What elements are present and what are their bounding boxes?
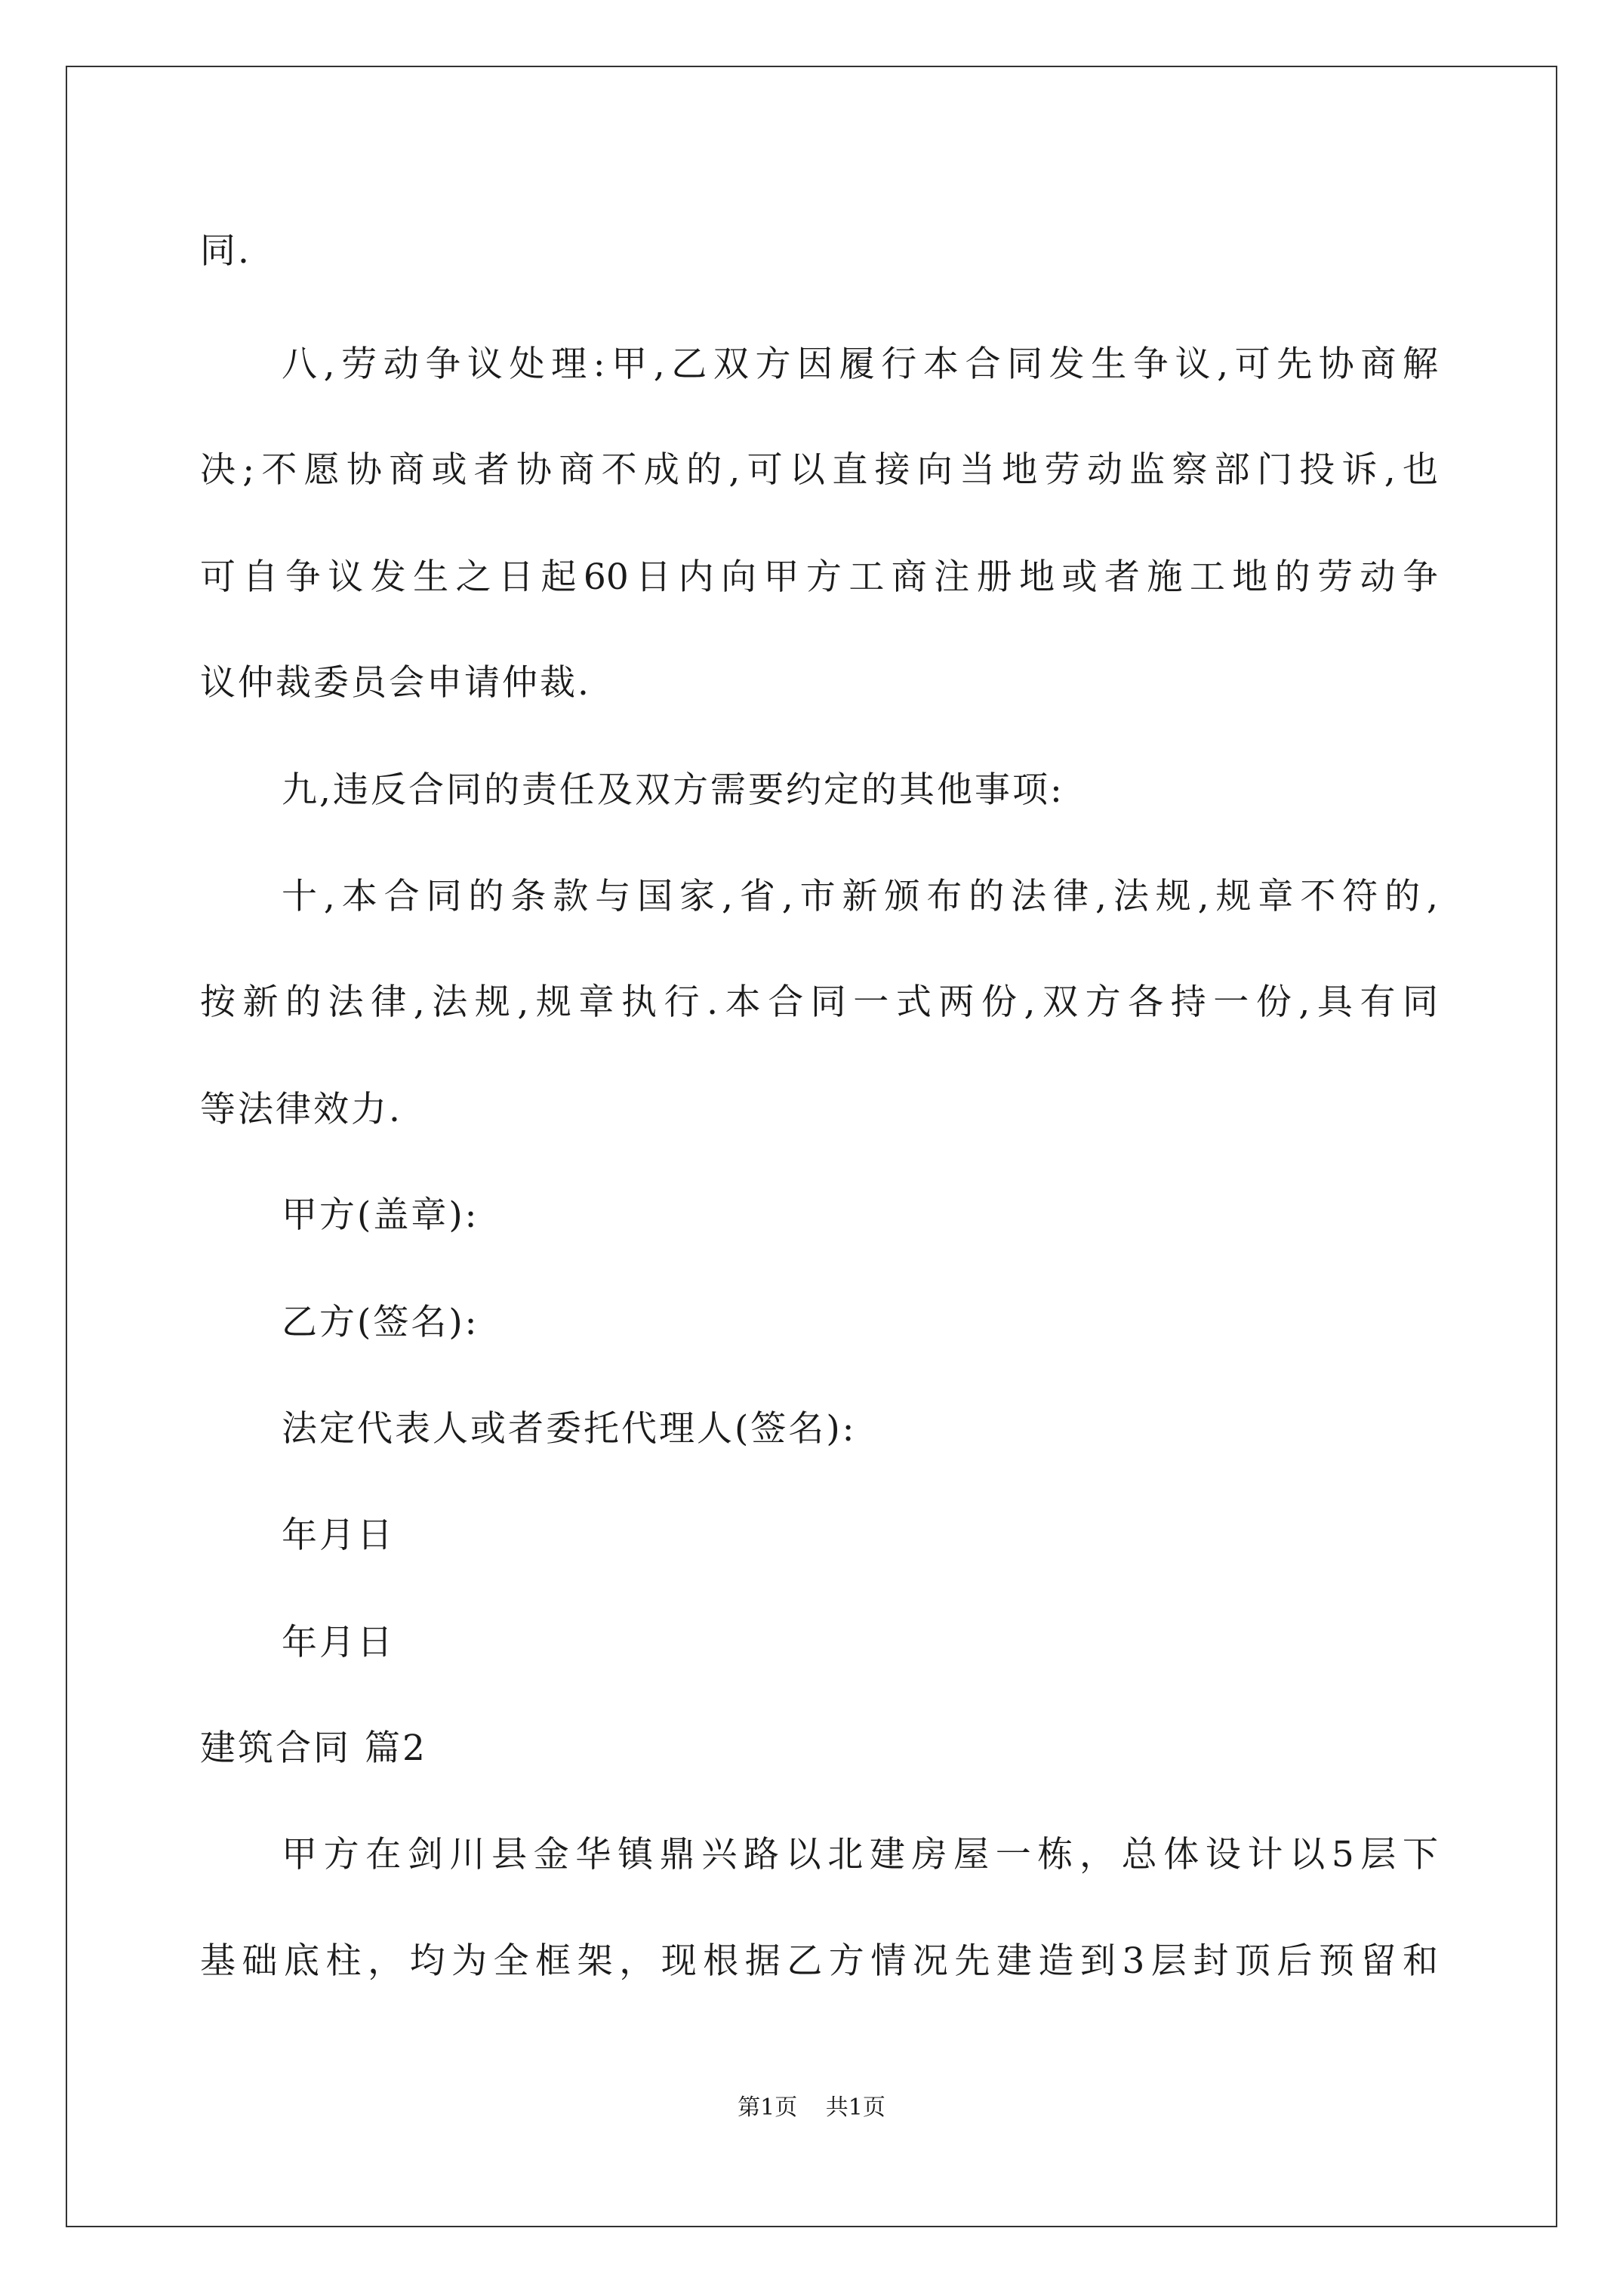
text-line: 年月日 [282,1515,395,1556]
text-line: 法定代表人或者委托代理人(签名): [282,1408,857,1450]
page-total: 共1页 [825,2094,885,2121]
text-line: 甲方在剑川县金华镇鼎兴路以北建房屋一栋，总体设计以5层下 [282,1834,1438,1875]
text-line: 甲方(盖章): [282,1194,479,1236]
page-border [66,66,1557,2227]
page-number: 第1页 [738,2094,798,2121]
text-line: 按新的法律,法规,规章执行.本合同一式两份,双方各持一份,具有同 [200,982,1438,1023]
text-line: 十,本合同的条款与国家,省,市新颁布的法律,法规,规章不符的, [282,876,1438,917]
text-line: 决;不愿协商或者协商不成的,可以直接向当地劳动监察部门投诉,也 [200,449,1438,491]
text-line: 乙方(签名): [282,1302,479,1343]
text-line: 可自争议发生之日起60日内向甲方工商注册地或者施工地的劳动争 [200,556,1438,598]
text-line: 基础底柱，均为全框架，现根据乙方情况先建造到3层封顶后预留和 [200,1940,1438,1982]
text-line: 同. [200,230,251,272]
text-line: 八,劳动争议处理:甲,乙双方因履行本合同发生争议,可先协商解 [282,344,1438,385]
page-footer [0,2093,1623,2123]
text-line: 年月日 [282,1622,395,1663]
text-line: 等法律效力. [200,1089,402,1130]
text-line: 议仲裁委员会申请仲裁. [200,662,591,704]
section-heading: 建筑合同 篇2 [200,1727,427,1769]
text-line: 九,违反合同的责任及双方需要约定的其他事项: [282,769,1064,811]
